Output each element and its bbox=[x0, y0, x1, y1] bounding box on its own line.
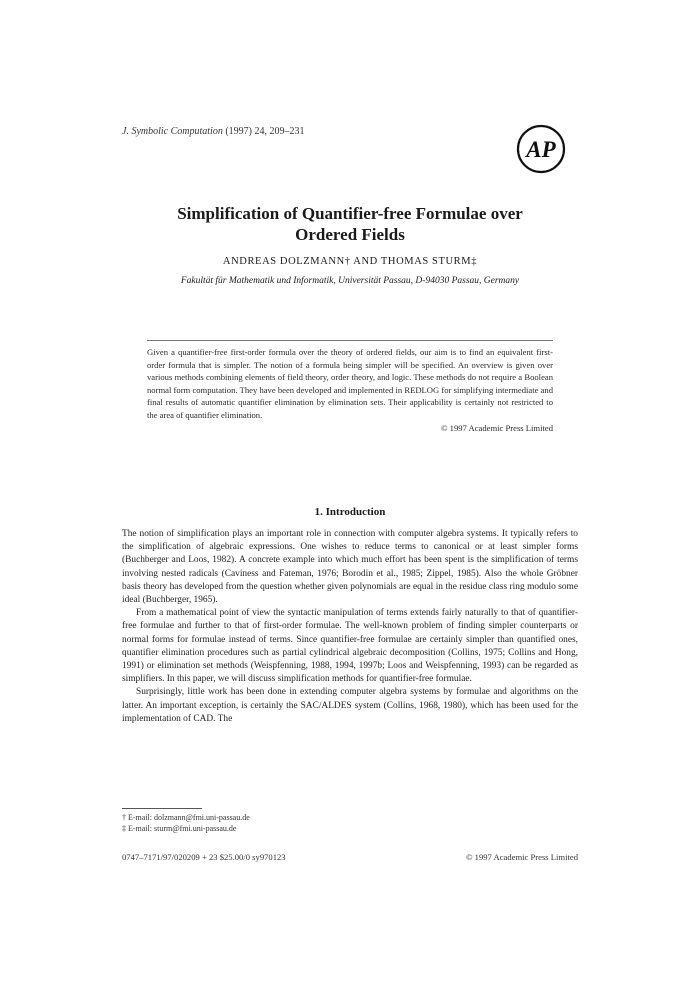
journal-name: J. Symbolic Computation bbox=[122, 126, 223, 137]
paper-title-line-1: Simplification of Quantifier-free Formulae over bbox=[177, 204, 523, 223]
paper-title bbox=[130, 203, 570, 245]
body-text bbox=[122, 528, 578, 726]
footer-copyright: © 1997 Academic Press Limited bbox=[465, 852, 578, 862]
abstract-copyright: © 1997 Academic Press Limited bbox=[440, 422, 553, 433]
author-affiliation: Fakultät für Mathematik und Informatik, Universität Passau, D-94030 Passau, Germany bbox=[180, 276, 520, 286]
footnotes bbox=[122, 812, 578, 834]
publisher-logo-text: AP bbox=[526, 137, 556, 162]
publisher-logo-icon bbox=[516, 124, 566, 174]
journal-details: (1997) 24, 209–231 bbox=[225, 126, 305, 137]
abstract-text: Given a quantifier-free first-order formula over the theory of ordered fields, our aim is to find an equivalent first-order formula that is simpler. The notion of a formula being simpler will be specified. An overview is given over various methods combining elements of field theory, order theory, and logic. These methods do not require a Boolean normal form computation. They have been developed and implemented in REDLOG for simplifying intermediate and final results of automatic quantifier elimination by elimination sets. Their applicability is certainly not restricted to the area of quantifier elimination. bbox=[147, 347, 553, 420]
author-list: ANDREAS DOLZMANN† AND THOMAS STURM‡ bbox=[222, 256, 478, 267]
journal-reference bbox=[122, 126, 452, 137]
paper-title-line-2: Ordered Fields bbox=[295, 225, 405, 244]
page-footer bbox=[122, 852, 578, 862]
abstract-divider bbox=[147, 340, 553, 341]
section-heading-introduction: 1. Introduction bbox=[314, 506, 386, 518]
abstract bbox=[147, 346, 553, 434]
footnote-1: † E-mail: dolzmann@fmi.uni-passau.de bbox=[122, 813, 250, 822]
body-paragraph-1: The notion of simplification plays an important role in connection with computer algebra systems. It typically refers to the simplification of algebraic expressions. One wishes to reduce terms to canonical or at least simpler forms (Buchberger and Loos, 1982). A concrete example into which much effort has been spent is the simplification of terms involving nested radicals (Caviness and Fateman, 1976; Borodin et al., 1985; Zippel, 1985). Also the whole Gröbner basis theory has developed from the question whether given polynomials are equal in the residue class ring modulo some ideal (Buchberger, 1965). bbox=[122, 529, 578, 606]
body-paragraph-3: Surprisingly, little work has been done in extending computer algebra systems by formulae and algorithms on the latter. An important exception, is certainly the SAC/ALDES system (Collins, 1968, 1980), which has been used for the implementation of CAD. The bbox=[122, 687, 578, 724]
footnote-divider bbox=[122, 808, 202, 809]
issn-line: 0747–7171/97/020209 + 23 $25.00/0 sy970123 bbox=[122, 852, 286, 862]
body-paragraph-2: From a mathematical point of view the syntactic manipulation of terms extends fairly naturally to that of quantifier-free formulae and further to that of first-order formulae. The well-known problem of finding simpler counterparts or normal forms for formulae instead of terms. Since quantifier-free formulae are certainly simpler than quantified ones, quantifier elimination procedures such as partial cylindrical algebraic decomposition (Collins, 1975; Collins and Hong, 1991) or elimination set methods (Weispfenning, 1988, 1994, 1997b; Loos and Weispfenning, 1993) can be regarded as simplifiers. In this paper, we will discuss simplification methods for quantifier-free formulae. bbox=[122, 608, 578, 685]
footnote-2: ‡ E-mail: sturm@fmi.uni-passau.de bbox=[122, 824, 237, 833]
